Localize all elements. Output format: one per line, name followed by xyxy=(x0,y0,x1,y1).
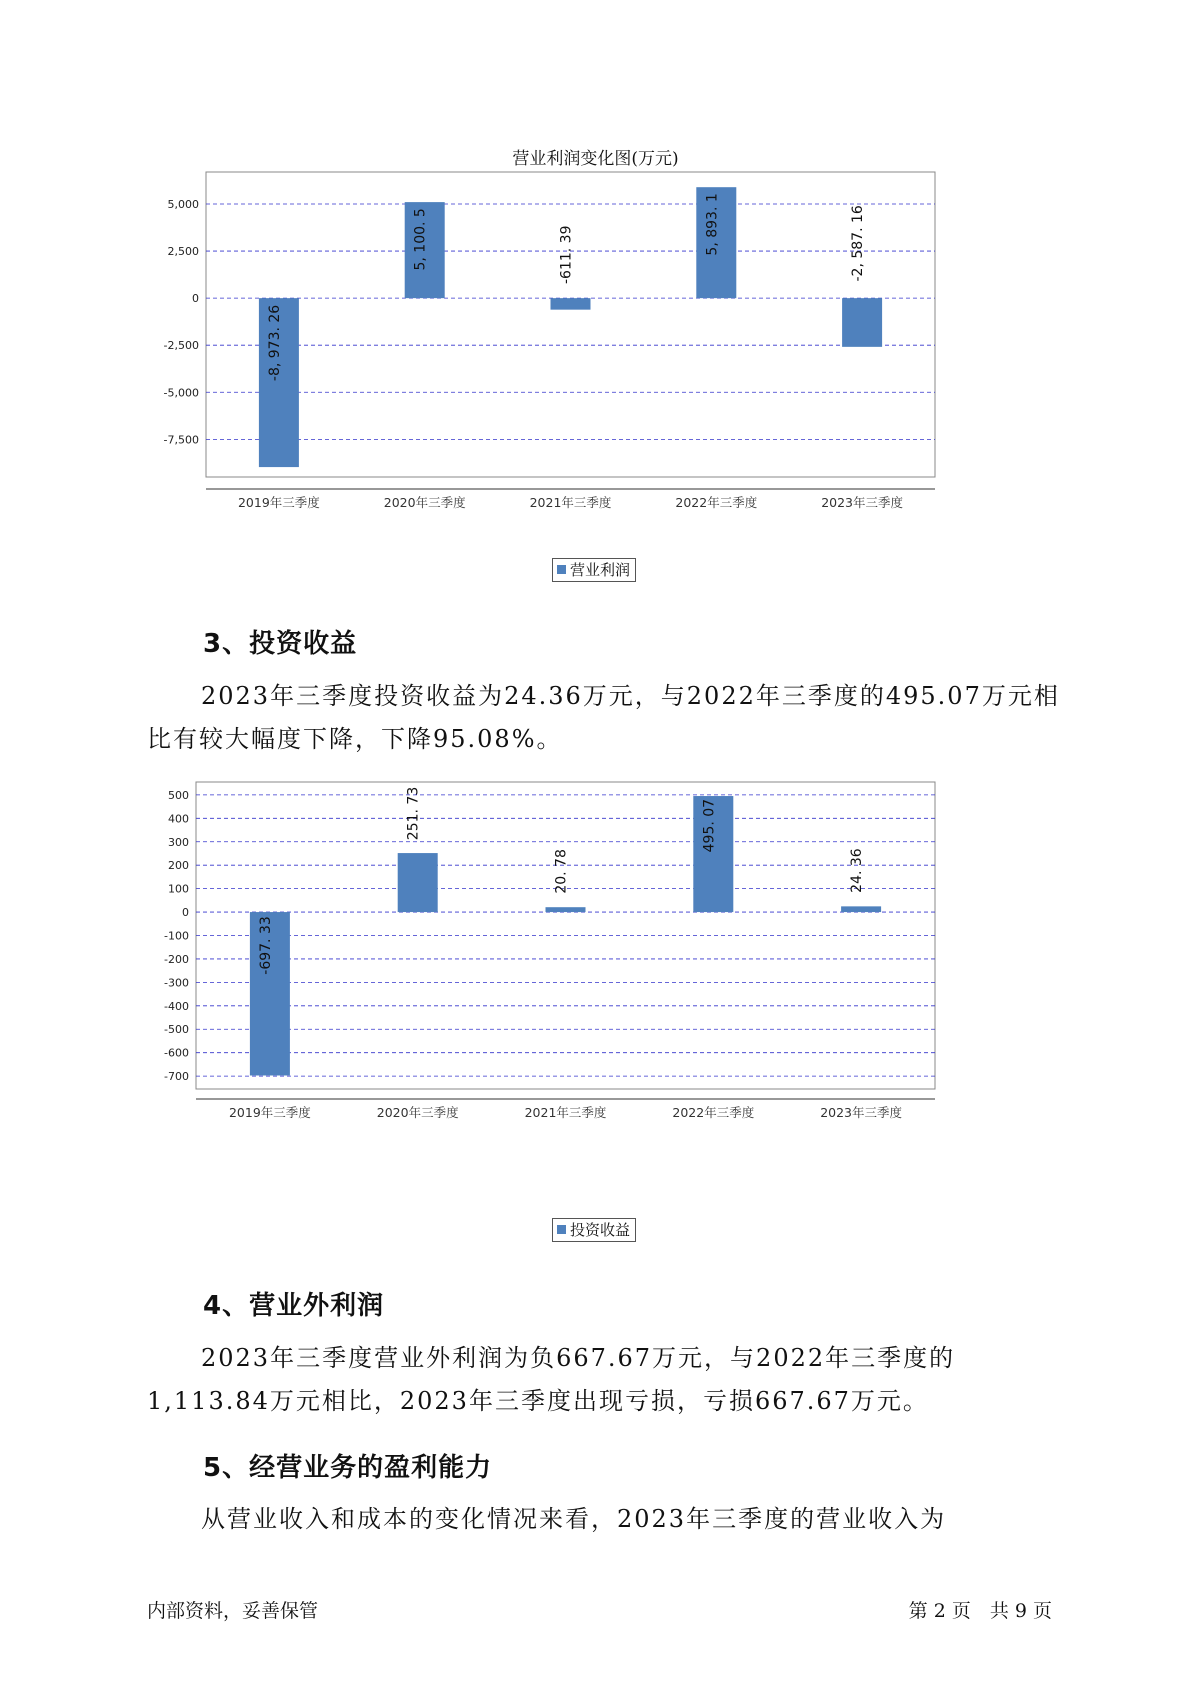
y-tick-label: -2,500 xyxy=(163,339,199,353)
data-label: -8, 973. 26 xyxy=(266,304,283,382)
y-tick-label: 0 xyxy=(192,292,199,306)
y-tick-label: 100 xyxy=(168,882,189,896)
x-tick-label: 2023年三季度 xyxy=(820,1105,903,1120)
x-tick-label: 2022年三季度 xyxy=(675,495,758,510)
plot-area xyxy=(196,782,935,1089)
y-tick-label: -600 xyxy=(164,1046,189,1060)
bar xyxy=(398,853,438,912)
x-tick-label: 2021年三季度 xyxy=(524,1105,607,1120)
y-tick-label: -700 xyxy=(164,1070,189,1084)
y-tick-label: 400 xyxy=(168,812,189,826)
data-label: -2, 587. 16 xyxy=(850,205,867,282)
y-tick-label: -400 xyxy=(164,999,189,1013)
chart2-legend xyxy=(552,1218,636,1242)
chart1-legend-label: 营业利润 xyxy=(570,561,631,579)
chart2-legend-label: 投资收益 xyxy=(570,1221,631,1239)
chart1-title: 营业利润变化图(万元) xyxy=(512,149,679,169)
data-label: 495. 07 xyxy=(701,798,718,853)
data-label: 24. 36 xyxy=(849,848,866,893)
data-label: 251. 73 xyxy=(405,786,422,841)
bar xyxy=(841,906,881,912)
section-4-text: 2023年三季度营业外利润为负667.67万元，与2022年三季度的1,113.84万元相比，2023年三季度出现亏损，亏损667.67万元。 xyxy=(147,1344,956,1415)
section-3-text: 2023年三季度投资收益为24.36万元，与2022年三季度的495.07万元相比有较大幅度下降，下降95.08%。 xyxy=(147,682,1060,753)
y-tick-label: -100 xyxy=(164,929,189,943)
x-tick-label: 2019年三季度 xyxy=(228,1105,311,1120)
footer-page-number: 第 2 页 共 9 页 xyxy=(908,1600,1052,1622)
y-tick-label: -500 xyxy=(164,1023,189,1037)
x-tick-label: 2021年三季度 xyxy=(529,495,612,510)
section-3-heading: 3、投资收益 xyxy=(203,629,358,659)
footer-confidential: 内部资料，妥善保管 xyxy=(147,1600,319,1622)
x-tick-label: 2019年三季度 xyxy=(237,495,320,510)
data-label: 5, 100. 5 xyxy=(412,208,429,271)
data-label: 20. 78 xyxy=(553,849,570,894)
y-tick-label: 2,500 xyxy=(167,245,199,259)
x-tick-label: 2022年三季度 xyxy=(672,1105,755,1120)
x-tick-label: 2023年三季度 xyxy=(821,495,904,510)
y-tick-label: 500 xyxy=(168,788,189,802)
section-4-heading: 4、营业外利润 xyxy=(203,1291,385,1321)
section-5-text: 从营业收入和成本的变化情况来看，2023年三季度的营业收入为 xyxy=(201,1505,947,1533)
y-tick-label: -200 xyxy=(164,952,189,966)
data-label: -697. 33 xyxy=(257,916,274,975)
y-tick-label: 200 xyxy=(168,859,189,873)
x-tick-label: 2020年三季度 xyxy=(383,495,466,510)
y-tick-label: -5,000 xyxy=(163,386,199,400)
y-tick-label: -300 xyxy=(164,976,189,990)
data-label: -611. 39 xyxy=(558,225,575,284)
data-label: 5, 893. 1 xyxy=(704,193,721,256)
section-5-heading: 5、经营业务的盈利能力 xyxy=(203,1453,493,1483)
bar xyxy=(546,907,586,912)
y-tick-label: 5,000 xyxy=(167,198,199,212)
y-tick-label: 0 xyxy=(182,906,189,920)
y-tick-label: 300 xyxy=(168,835,189,849)
y-tick-label: -7,500 xyxy=(163,433,199,447)
x-tick-label: 2020年三季度 xyxy=(376,1105,459,1120)
legend-swatch xyxy=(557,1225,566,1234)
